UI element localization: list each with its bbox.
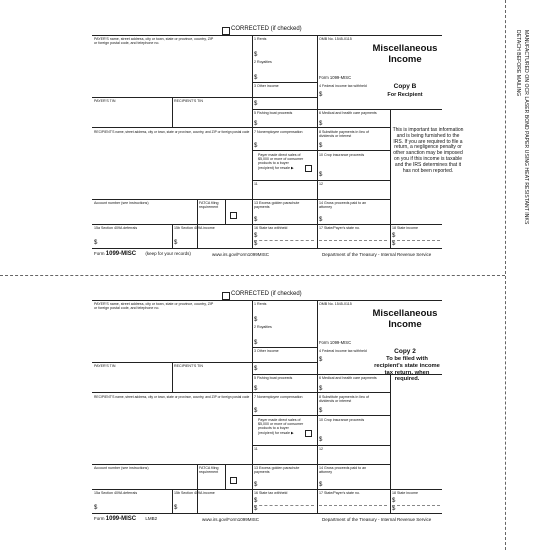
box14-dollar: $ (319, 217, 323, 223)
box6-dollar: $ (319, 121, 323, 127)
box18-dollar-2: $ (392, 506, 396, 512)
box6-label: 6 Medical and health care payments (319, 111, 377, 115)
box14-dollar: $ (319, 482, 323, 488)
corrected-checkbox[interactable] (222, 27, 230, 35)
payer-tin-label: PAYER'S TIN (94, 99, 116, 103)
side-text-manufactured: MANUFACTURED ON OCR LASER BOND PAPER USING HEAT RESISTANT INKS (523, 30, 529, 225)
box16-dollar-1: $ (254, 498, 258, 504)
box15a-label: 15a Section 409A deferrals (94, 491, 138, 495)
recipient-tin-label: RECIPIENT'S TIN (174, 99, 203, 103)
box16-dollar-2: $ (254, 506, 258, 512)
box11-label: 11 (254, 182, 258, 186)
fatca-label: FATCA filing requirement (199, 466, 219, 475)
fatca-label: FATCA filing requirement (199, 201, 219, 210)
horizontal-perforation (0, 275, 505, 276)
footer-form-word: Form (94, 251, 105, 256)
box4-label: 4 Federal income tax withheld (319, 349, 367, 353)
box1-dollar: $ (254, 317, 258, 323)
omb-label: OMB No. 1545-0115 (319, 302, 352, 306)
corrected-label: CORRECTED (if checked) (231, 291, 302, 297)
box2-label: 2 Royalties (254, 60, 272, 64)
box8-label: 8 Substitute payments in lieu of dividends or interest (319, 130, 369, 139)
box12-label: 12 (319, 447, 323, 451)
box6-dollar: $ (319, 386, 323, 392)
footer-dept: Department of the Treasury - Internal Revenue Service (322, 517, 432, 522)
copy-2-for: To be filed with recipient's state income tax return, when required. (374, 356, 440, 383)
account-label: Account number (see instructions) (94, 201, 149, 205)
box18-dollar-2: $ (392, 241, 396, 247)
box10-label: 10 Crop insurance proceeds (319, 153, 365, 157)
box5-dollar: $ (254, 386, 258, 392)
form-in-box-label: Form 1099-MISC (319, 75, 352, 80)
footer-form (94, 516, 157, 522)
box2-label: 2 Royalties (254, 325, 272, 329)
box17-label: 17 State/Payer's state no. (319, 226, 361, 230)
box4-dollar: $ (319, 357, 323, 363)
fatca-checkbox[interactable] (230, 477, 237, 484)
box17-label: 17 State/Payer's state no. (319, 491, 361, 495)
box3-label: 3 Other income (254, 84, 279, 88)
box1-label: 1 Rents (254, 302, 267, 306)
box7-label: 7 Nonemployee compensation (254, 395, 303, 399)
box18-label: 18 State income (392, 226, 418, 230)
box18-label: 18 State income (392, 491, 418, 495)
box14-label: 14 Gross proceeds paid to an attorney (319, 201, 367, 210)
box10-dollar: $ (319, 172, 323, 178)
box5-dollar: $ (254, 121, 258, 127)
copy-b-for: For Recipient (387, 92, 423, 98)
box15a-dollar: $ (94, 505, 98, 511)
box12-label: 12 (319, 182, 323, 186)
box18-dollar-1: $ (392, 498, 396, 504)
box15b-label: 15b Section 409A income (174, 226, 215, 230)
box7-dollar: $ (254, 408, 258, 414)
box6-label: 6 Medical and health care payments (319, 376, 377, 380)
footer-url: www.irs.gov/Form1099MISC (202, 517, 260, 522)
box2-dollar: $ (254, 75, 258, 81)
recipient-block-label: RECIPIENT'S name, street address, city or town, state or province, country, and ZIP or foreign postal code (94, 130, 250, 134)
box14-label: 14 Gross proceeds paid to an attorney (319, 466, 367, 475)
box8-dollar: $ (319, 143, 323, 149)
box4-dollar: $ (319, 92, 323, 98)
box1-label: 1 Rents (254, 37, 267, 41)
box3-dollar: $ (254, 366, 258, 372)
recipient-tin-label: RECIPIENT'S TIN (174, 364, 203, 368)
copy-b-title: Copy B (393, 83, 417, 90)
form-copy-b (92, 22, 464, 262)
box9-label: Payer made direct sales of $5,000 or more of consumer products to a buyer (recipient) for resale ▶ (258, 418, 304, 435)
box9-label: Payer made direct sales of $5,000 or more of consumer products to a buyer (recipient) for resale ▶ (258, 153, 304, 170)
copy-b-notice: This is important tax information and is being furnished to the IRS. If you are required to file a return, a negligence penalty or other sanction may be imposed on you if this income is taxable and the IRS determines that it has not been reported. (392, 127, 464, 174)
copy-2-title: Copy 2 (394, 348, 416, 355)
box13-dollar: $ (254, 482, 258, 488)
box2-dollar: $ (254, 340, 258, 346)
vertical-perforation (505, 0, 506, 550)
footer-url: www.irs.gov/Form1099MISC (212, 252, 270, 257)
payer-block-label: PAYER'S name, street address, city or town, state or province, country, ZIP or foreign postal code, and telephone no. (94, 302, 214, 311)
box8-dollar: $ (319, 408, 323, 414)
box18-dollar-1: $ (392, 233, 396, 239)
box10-dollar: $ (319, 437, 323, 443)
box1-dollar: $ (254, 52, 258, 58)
box3-dollar: $ (254, 101, 258, 107)
omb-label: OMB No. 1545-0115 (319, 37, 352, 41)
fatca-checkbox[interactable] (230, 212, 237, 219)
box16-label: 16 State tax withheld (254, 491, 288, 495)
box8-label: 8 Substitute payments in lieu of dividends or interest (319, 395, 369, 404)
corrected-checkbox[interactable] (222, 292, 230, 300)
box9-checkbox[interactable] (305, 430, 312, 437)
footer-form-number: 1099-MISC (105, 516, 137, 522)
footer-form (94, 251, 191, 257)
box15a-label: 15a Section 409A deferrals (94, 226, 138, 230)
box13-label: 13 Excess golden parachute payments (254, 201, 300, 210)
payer-tin-label: PAYER'S TIN (94, 364, 116, 368)
box16-dollar-2: $ (254, 241, 258, 247)
box5-label: 5 Fishing boat proceeds (254, 111, 293, 115)
footer-dept: Department of the Treasury - Internal Revenue Service (322, 252, 432, 257)
box15b-label: 15b Section 409A income (174, 491, 215, 495)
footer-keep: (keep for your records) (145, 251, 191, 256)
box13-label: 13 Excess golden parachute payments (254, 466, 300, 475)
box7-dollar: $ (254, 143, 258, 149)
box9-checkbox[interactable] (305, 165, 312, 172)
box15b-dollar: $ (174, 505, 178, 511)
box3-label: 3 Other income (254, 349, 279, 353)
box16-label: 16 State tax withheld (254, 226, 288, 230)
recipient-block-label: RECIPIENT'S name, street address, city or town, state or province, country, and ZIP or foreign postal code (94, 395, 250, 399)
account-label: Account number (see instructions) (94, 466, 149, 470)
box4-label: 4 Federal income tax withheld (319, 84, 367, 88)
box11-label: 11 (254, 447, 258, 451)
box15a-dollar: $ (94, 240, 98, 246)
box16-dollar-1: $ (254, 233, 258, 239)
box13-dollar: $ (254, 217, 258, 223)
box7-label: 7 Nonemployee compensation (254, 130, 303, 134)
form-title: Miscellaneous Income (372, 308, 438, 330)
form-copy-2 (92, 287, 442, 527)
box15b-dollar: $ (174, 240, 178, 246)
box5-label: 5 Fishing boat proceeds (254, 376, 293, 380)
form-in-box-label: Form 1099-MISC (319, 340, 352, 345)
form-title: Miscellaneous Income (372, 43, 438, 65)
footer-form-number: 1099-MISC (105, 251, 137, 257)
side-text-detach: DETACH BEFORE MAILING (515, 30, 521, 97)
footer-form-word: Form (94, 516, 105, 521)
payer-block-label: PAYER'S name, street address, city or town, state or province, country, ZIP or foreign postal code, and telephone no. (94, 37, 214, 46)
corrected-label: CORRECTED (if checked) (231, 26, 302, 32)
box10-label: 10 Crop insurance proceeds (319, 418, 365, 422)
footer-code: LMB2 (145, 516, 158, 521)
